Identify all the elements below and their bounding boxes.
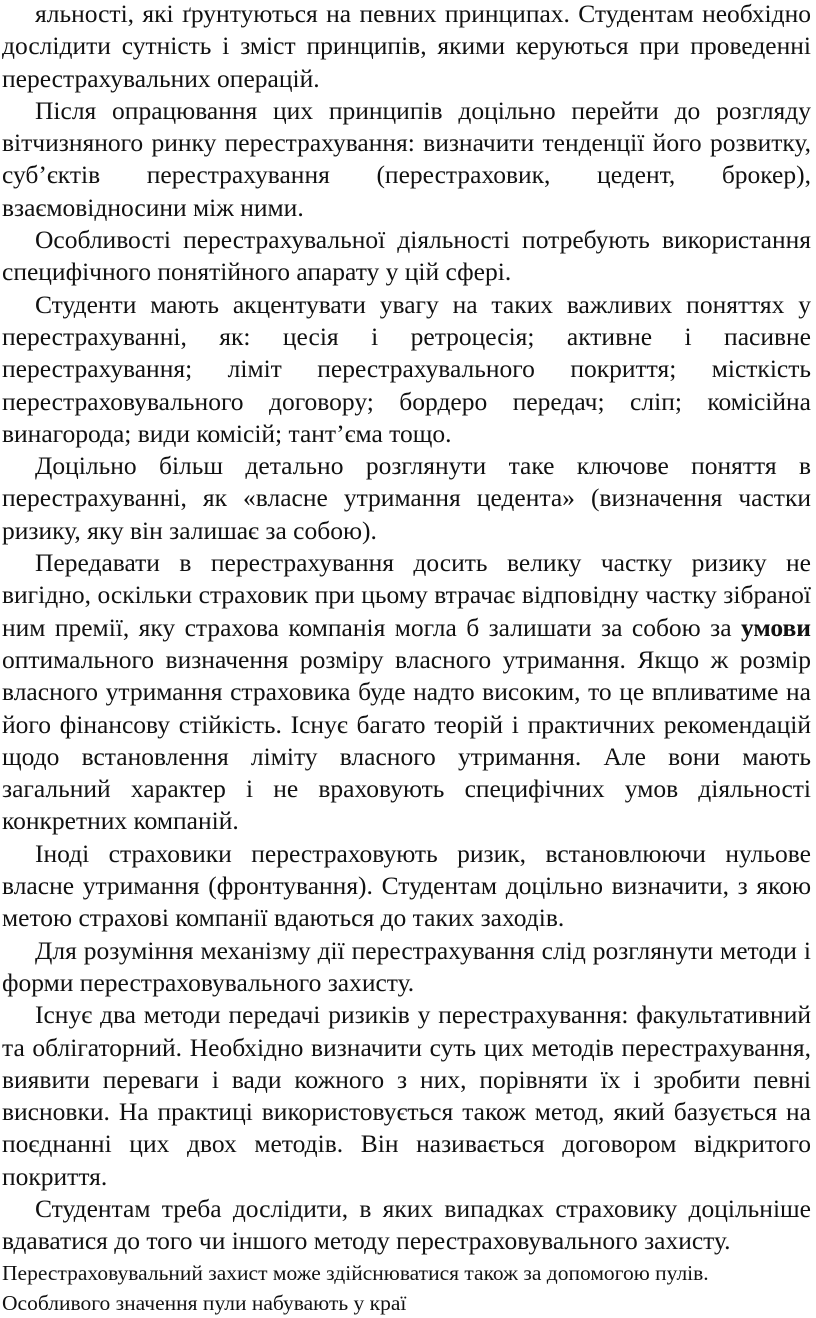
- paragraph-text: оптимального визначення розміру власного утримання. Якщо ж розмір власного утримання страховика буде надто високим, то це впливатиме на його фінансову стійкість. Існує багато теорій і практичних рекомендацій щодо встановлення ліміту власного утримання. Але вони мають загальний характер і не враховують специфічних умов діяльності конкретних компаній.: [2, 644, 811, 836]
- paragraph: Особливості перестрахувальної діяльності потребують використання специфічного понятійного апарату у цій сфері.: [2, 225, 811, 287]
- bold-term: умови: [740, 612, 811, 642]
- paragraph: [2, 547, 811, 838]
- paragraph: Після опрацювання цих принципів доцільно перейти до розгляду вітчизняного ринку перестрахування: визначити тенденції його розвитку, суб’єктів перестрахування (перестраховик, цедент, брокер), взаємовідносини між ними.: [2, 95, 811, 222]
- paragraph-small: Перестраховувальний захист може здійснюватися також за допомогою пулів. Особливого значення пули набувають у краї: [2, 1260, 709, 1315]
- paragraph: яльності, які ґрунтуються на певних принципах. Студентам необхідно дослідити сутність і зміст принципів, якими керуються при проведенні перестрахувальних операцій.: [2, 0, 811, 93]
- paragraph: Студенти мають акцентувати увагу на таких важливих поняттях у перестрахуванні, як: цесія і ретроцесія; активне і пасивне перестрахування; ліміт перестрахувального покриття; місткість перестраховувального договору; бордеро передач; сліп; комісійна винагорода; види комісій; тант’єма тощо.: [2, 289, 811, 448]
- paragraph: Студентам треба дослідити, в яких випадках страховику доцільніше вдаватися до того чи іншого методу перестраховувального захисту.: [2, 1193, 811, 1256]
- paragraph: Доцільно більш детально розглянути таке ключове поняття в перестрахуванні, як «власне утримання цедента» (визначення частки ризику, яку він залишає за собою).: [2, 451, 811, 545]
- paragraph: Існує два методи передачі ризиків у перестрахування: факультативний та облігаторний. Необхідно визначити суть цих методів перестрахування, виявити переваги і вади кожного з них, порівняти їх і зробити певні висновки. На практиці використовується також метод, який базується на поєднанні цих двох методів. Він називається договором відкритого покриття.: [2, 1000, 811, 1191]
- document-body: [2, 0, 811, 1318]
- paragraph-text: Передавати в перестрахування досить велику частку ризику не вигідно, оскільки страховик при цьому втрачає відповідну частку зібраної ним премії, яку страхова компанія могла б залишати за собою за: [2, 548, 811, 642]
- paragraph: Для розуміння механізму дії перестрахування слід розглянути методи і форми перестраховувального захисту.: [2, 935, 811, 997]
- paragraph: Іноді страховики перестраховують ризик, встановлюючи нульове власне утримання (фронтування). Студентам доцільно визначити, з якою метою страхові компанії вдаються до таких заходів.: [2, 838, 811, 933]
